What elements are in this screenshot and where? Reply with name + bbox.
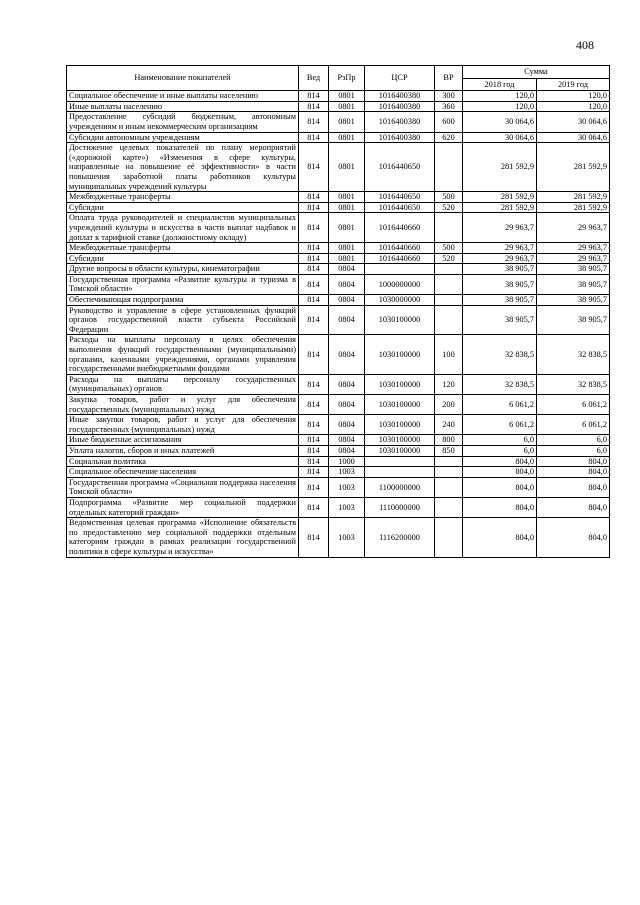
row-name: Государственная программа «Социальная поддержка населения Томской области» bbox=[67, 477, 299, 497]
row-rzpr: 0804 bbox=[329, 295, 365, 306]
row-ved: 814 bbox=[299, 456, 329, 467]
row-2019: 804,0 bbox=[537, 477, 610, 497]
row-vr bbox=[435, 456, 463, 467]
table-row bbox=[67, 477, 610, 497]
row-csr: 1030100000 bbox=[365, 395, 435, 415]
header-ved: Вед bbox=[299, 66, 329, 91]
row-2019: 29 963,7 bbox=[537, 213, 610, 243]
row-2019: 6,0 bbox=[537, 435, 610, 446]
row-ved: 814 bbox=[299, 274, 329, 294]
table-row bbox=[67, 395, 610, 415]
row-csr: 1016400380 bbox=[365, 112, 435, 132]
row-vr: 100 bbox=[435, 335, 463, 374]
row-2018: 804,0 bbox=[463, 497, 537, 517]
row-2018: 29 963,7 bbox=[463, 243, 537, 254]
row-name: Субсидии bbox=[67, 253, 299, 264]
row-2019: 6 061,2 bbox=[537, 415, 610, 435]
row-name: Расходы на выплаты персоналу государственных (муниципальных) органов bbox=[67, 374, 299, 394]
row-ved: 814 bbox=[299, 264, 329, 275]
table-row bbox=[67, 112, 610, 132]
row-2018: 30 064,6 bbox=[463, 132, 537, 143]
header-csr: ЦСР bbox=[365, 66, 435, 91]
row-csr: 1030100000 bbox=[365, 415, 435, 435]
row-ved: 814 bbox=[299, 101, 329, 112]
row-vr bbox=[435, 274, 463, 294]
row-ved: 814 bbox=[299, 435, 329, 446]
table-row bbox=[67, 518, 610, 557]
row-csr: 1016440660 bbox=[365, 253, 435, 264]
row-2018: 38 905,7 bbox=[463, 305, 537, 335]
table-row bbox=[67, 445, 610, 456]
row-name: Закупка товаров, работ и услуг для обеспечения государственных (муниципальных) нужд bbox=[67, 395, 299, 415]
row-vr bbox=[435, 143, 463, 192]
row-vr: 600 bbox=[435, 112, 463, 132]
row-2019: 30 064,6 bbox=[537, 112, 610, 132]
row-ved: 814 bbox=[299, 477, 329, 497]
row-name: Социальное обеспечение и иные выплаты населению bbox=[67, 91, 299, 102]
row-vr bbox=[435, 477, 463, 497]
row-2019: 120,0 bbox=[537, 91, 610, 102]
row-2019: 29 963,7 bbox=[537, 253, 610, 264]
row-2018: 32 838,5 bbox=[463, 374, 537, 394]
row-rzpr: 0801 bbox=[329, 192, 365, 203]
row-ved: 814 bbox=[299, 91, 329, 102]
row-ved: 814 bbox=[299, 335, 329, 374]
row-name: Иные бюджетные ассигнования bbox=[67, 435, 299, 446]
row-ved: 814 bbox=[299, 112, 329, 132]
row-rzpr: 0801 bbox=[329, 202, 365, 213]
row-rzpr: 1000 bbox=[329, 456, 365, 467]
row-2018: 281 592,9 bbox=[463, 192, 537, 203]
table-row bbox=[67, 264, 610, 275]
row-name: Иные закупки товаров, работ и услуг для обеспечения государственных (муниципальных) нужд bbox=[67, 415, 299, 435]
row-ved: 814 bbox=[299, 253, 329, 264]
row-csr: 1116200000 bbox=[365, 518, 435, 557]
row-ved: 814 bbox=[299, 295, 329, 306]
table-row bbox=[67, 456, 610, 467]
row-ved: 814 bbox=[299, 202, 329, 213]
row-ved: 814 bbox=[299, 192, 329, 203]
row-2019: 804,0 bbox=[537, 467, 610, 478]
row-csr: 1110000000 bbox=[365, 497, 435, 517]
row-ved: 814 bbox=[299, 143, 329, 192]
row-ved: 814 bbox=[299, 132, 329, 143]
row-csr: 1016440650 bbox=[365, 143, 435, 192]
row-csr bbox=[365, 467, 435, 478]
row-2019: 281 592,9 bbox=[537, 202, 610, 213]
row-ved: 814 bbox=[299, 395, 329, 415]
table-row bbox=[67, 295, 610, 306]
row-2019: 120,0 bbox=[537, 101, 610, 112]
row-vr bbox=[435, 305, 463, 335]
row-vr bbox=[435, 264, 463, 275]
table-row bbox=[67, 497, 610, 517]
row-2018: 6 061,2 bbox=[463, 395, 537, 415]
row-csr bbox=[365, 264, 435, 275]
header-2018: 2018 год bbox=[463, 78, 537, 91]
table-body bbox=[67, 91, 610, 557]
row-vr: 520 bbox=[435, 202, 463, 213]
row-vr bbox=[435, 213, 463, 243]
table-row bbox=[67, 143, 610, 192]
row-ved: 814 bbox=[299, 213, 329, 243]
row-rzpr: 0801 bbox=[329, 213, 365, 243]
row-2019: 32 838,5 bbox=[537, 374, 610, 394]
row-vr: 500 bbox=[435, 192, 463, 203]
row-rzpr: 0804 bbox=[329, 415, 365, 435]
row-vr: 500 bbox=[435, 243, 463, 254]
row-name: Достижение целевых показателей по плану мероприятий («дорожной карте») «Изменения в сфере культуры, направленные на повышение её эффективности» в части повышения заработной платы работников культуры муниципальных учреждений культуры bbox=[67, 143, 299, 192]
row-name: Руководство и управление в сфере установленных функций органов государственной власти субъекта Российской Федерации bbox=[67, 305, 299, 335]
row-ved: 814 bbox=[299, 415, 329, 435]
row-2019: 30 064,6 bbox=[537, 132, 610, 143]
row-2018: 38 905,7 bbox=[463, 295, 537, 306]
row-vr bbox=[435, 467, 463, 478]
row-vr: 620 bbox=[435, 132, 463, 143]
row-name: Другие вопросы в области культуры, кинематографии bbox=[67, 264, 299, 275]
row-name: Межбюджетные трансферты bbox=[67, 192, 299, 203]
table-row bbox=[67, 274, 610, 294]
row-vr: 360 bbox=[435, 101, 463, 112]
row-name: Государственная программа «Развитие культуры и туризма в Томской области» bbox=[67, 274, 299, 294]
table-row bbox=[67, 435, 610, 446]
table-row bbox=[67, 213, 610, 243]
row-csr: 1100000000 bbox=[365, 477, 435, 497]
row-2018: 804,0 bbox=[463, 518, 537, 557]
row-2018: 6,0 bbox=[463, 435, 537, 446]
row-rzpr: 0801 bbox=[329, 101, 365, 112]
row-csr: 1016400380 bbox=[365, 101, 435, 112]
row-ved: 814 bbox=[299, 243, 329, 254]
header-vr: ВР bbox=[435, 66, 463, 91]
row-name: Предоставление субсидий бюджетным, автономным учреждениям и иным некоммерческим организациям bbox=[67, 112, 299, 132]
table-row bbox=[67, 132, 610, 143]
row-ved: 814 bbox=[299, 374, 329, 394]
row-rzpr: 0801 bbox=[329, 132, 365, 143]
row-rzpr: 0804 bbox=[329, 374, 365, 394]
row-name: Социальное обеспечение населения bbox=[67, 467, 299, 478]
row-2019: 32 838,5 bbox=[537, 335, 610, 374]
row-2018: 6 061,2 bbox=[463, 415, 537, 435]
row-2018: 120,0 bbox=[463, 101, 537, 112]
row-2018: 120,0 bbox=[463, 91, 537, 102]
row-2019: 281 592,9 bbox=[537, 143, 610, 192]
table-row bbox=[67, 101, 610, 112]
row-2018: 32 838,5 bbox=[463, 335, 537, 374]
row-rzpr: 0804 bbox=[329, 335, 365, 374]
row-name: Социальная политика bbox=[67, 456, 299, 467]
row-ved: 814 bbox=[299, 467, 329, 478]
row-2019: 38 905,7 bbox=[537, 274, 610, 294]
row-rzpr: 0801 bbox=[329, 112, 365, 132]
row-name: Оплата труда руководителей и специалистов муниципальных учреждений культуры и искусства в части выплат надбавок и доплат к тарифной ставке (должностному окладу) bbox=[67, 213, 299, 243]
page-number: 408 bbox=[576, 38, 594, 52]
table-row bbox=[67, 374, 610, 394]
row-2019: 281 592,9 bbox=[537, 192, 610, 203]
row-csr: 1016440650 bbox=[365, 202, 435, 213]
row-csr: 1030100000 bbox=[365, 435, 435, 446]
row-ved: 814 bbox=[299, 497, 329, 517]
row-rzpr: 0801 bbox=[329, 253, 365, 264]
row-rzpr: 0804 bbox=[329, 435, 365, 446]
table-row bbox=[67, 467, 610, 478]
table-row bbox=[67, 192, 610, 203]
row-2019: 38 905,7 bbox=[537, 305, 610, 335]
row-csr: 1016440660 bbox=[365, 213, 435, 243]
row-2018: 29 963,7 bbox=[463, 253, 537, 264]
row-csr: 1030100000 bbox=[365, 445, 435, 456]
row-name: Обеспечивающая подпрограмма bbox=[67, 295, 299, 306]
row-name: Субсидии автономным учреждениям bbox=[67, 132, 299, 143]
row-vr bbox=[435, 518, 463, 557]
table-row bbox=[67, 91, 610, 102]
table-row bbox=[67, 243, 610, 254]
row-rzpr: 0804 bbox=[329, 445, 365, 456]
row-csr: 1030100000 bbox=[365, 305, 435, 335]
row-vr: 300 bbox=[435, 91, 463, 102]
row-csr: 1016440650 bbox=[365, 192, 435, 203]
row-name: Расходы на выплаты персоналу в целях обеспечения выполнения функций государственными (муниципальными) органами, казенными учреждениями, органами управления государственными внебюджетными фондами bbox=[67, 335, 299, 374]
header-2019: 2019 год bbox=[537, 78, 610, 91]
row-2019: 38 905,7 bbox=[537, 295, 610, 306]
table-row bbox=[67, 415, 610, 435]
row-vr: 200 bbox=[435, 395, 463, 415]
row-name: Иные выплаты населению bbox=[67, 101, 299, 112]
row-2018: 804,0 bbox=[463, 477, 537, 497]
row-2019: 6 061,2 bbox=[537, 395, 610, 415]
row-rzpr: 1003 bbox=[329, 477, 365, 497]
row-csr: 1030000000 bbox=[365, 295, 435, 306]
row-rzpr: 1003 bbox=[329, 497, 365, 517]
row-ved: 814 bbox=[299, 518, 329, 557]
header-row bbox=[67, 66, 610, 79]
row-name: Субсидии bbox=[67, 202, 299, 213]
row-2019: 804,0 bbox=[537, 518, 610, 557]
row-2018: 281 592,9 bbox=[463, 202, 537, 213]
row-vr: 800 bbox=[435, 435, 463, 446]
row-name: Межбюджетные трансферты bbox=[67, 243, 299, 254]
row-2019: 804,0 bbox=[537, 456, 610, 467]
row-2018: 38 905,7 bbox=[463, 264, 537, 275]
header-sum: Сумма bbox=[463, 66, 610, 79]
row-vr bbox=[435, 295, 463, 306]
row-vr bbox=[435, 497, 463, 517]
row-csr: 1016440660 bbox=[365, 243, 435, 254]
row-rzpr: 0801 bbox=[329, 91, 365, 102]
row-csr: 1000000000 bbox=[365, 274, 435, 294]
table-row bbox=[67, 253, 610, 264]
row-csr bbox=[365, 456, 435, 467]
table-row bbox=[67, 305, 610, 335]
row-rzpr: 0801 bbox=[329, 243, 365, 254]
row-rzpr: 1003 bbox=[329, 518, 365, 557]
header-name: Наименование показателей bbox=[67, 66, 299, 91]
row-2018: 38 905,7 bbox=[463, 274, 537, 294]
row-rzpr: 0801 bbox=[329, 143, 365, 192]
row-rzpr: 1003 bbox=[329, 467, 365, 478]
row-vr: 120 bbox=[435, 374, 463, 394]
row-2019: 29 963,7 bbox=[537, 243, 610, 254]
budget-table bbox=[66, 65, 610, 558]
row-vr: 850 bbox=[435, 445, 463, 456]
row-name: Уплата налогов, сборов и иных платежей bbox=[67, 445, 299, 456]
row-rzpr: 0804 bbox=[329, 264, 365, 275]
row-2018: 804,0 bbox=[463, 456, 537, 467]
row-rzpr: 0804 bbox=[329, 274, 365, 294]
row-csr: 1016400380 bbox=[365, 91, 435, 102]
row-2018: 29 963,7 bbox=[463, 213, 537, 243]
row-2018: 6,0 bbox=[463, 445, 537, 456]
row-2018: 804,0 bbox=[463, 467, 537, 478]
row-2019: 6,0 bbox=[537, 445, 610, 456]
row-2018: 30 064,6 bbox=[463, 112, 537, 132]
row-rzpr: 0804 bbox=[329, 395, 365, 415]
table-row bbox=[67, 202, 610, 213]
row-vr: 240 bbox=[435, 415, 463, 435]
table-row bbox=[67, 335, 610, 374]
row-ved: 814 bbox=[299, 445, 329, 456]
row-2019: 38 905,7 bbox=[537, 264, 610, 275]
row-name: Подпрограмма «Развитие мер социальной поддержки отдельных категорий граждан» bbox=[67, 497, 299, 517]
row-csr: 1030100000 bbox=[365, 374, 435, 394]
row-2019: 804,0 bbox=[537, 497, 610, 517]
row-csr: 1030100000 bbox=[365, 335, 435, 374]
row-vr: 520 bbox=[435, 253, 463, 264]
header-rzpr: РзПр bbox=[329, 66, 365, 91]
row-csr: 1016400380 bbox=[365, 132, 435, 143]
row-name: Ведомственная целевая программа «Исполнение обязательств по предоставлению мер социальной поддержки отдельным категориям граждан в рамках реализации государственной политики в сфере культуры и искусства» bbox=[67, 518, 299, 557]
row-ved: 814 bbox=[299, 305, 329, 335]
row-2018: 281 592,9 bbox=[463, 143, 537, 192]
row-rzpr: 0804 bbox=[329, 305, 365, 335]
